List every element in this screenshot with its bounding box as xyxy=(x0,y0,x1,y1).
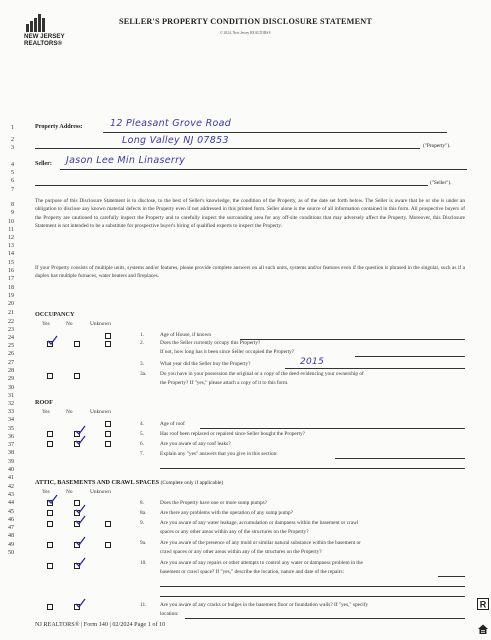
address-line1-rule xyxy=(103,132,447,133)
q11-answer-line[interactable] xyxy=(185,618,465,619)
q10-num: 10. xyxy=(140,560,147,566)
attic-col-unknown: Unknown xyxy=(90,489,111,495)
q2-followup-text: If not, how long has it been since Seller occupied the Property? xyxy=(160,349,295,355)
q9-text: Are you aware of any water leakage, accumulation or dampness within the basement or crawl xyxy=(160,520,359,526)
q4-text: Age of roof xyxy=(160,421,185,427)
q3a-num: 3a. xyxy=(140,371,147,377)
q3-year-field[interactable]: 2015 xyxy=(300,357,325,367)
q10-answer-line[interactable] xyxy=(438,576,465,577)
q3a-text-cont: the Property? If "yes," please attach a copy of it to this form. xyxy=(160,380,289,386)
q11-num: 11. xyxy=(140,602,147,608)
logo-line2: REALTORS® xyxy=(24,39,63,47)
q10-text: Are you aware of any repairs or other attempts to control any water or dampness problem in the xyxy=(160,560,363,566)
line-number: 33 xyxy=(8,409,14,415)
seller-label: Seller: xyxy=(35,161,52,167)
line-number: 44 xyxy=(8,500,14,506)
line-number: 2 xyxy=(11,137,14,143)
q3a-no-checkbox[interactable] xyxy=(74,373,80,379)
seller-rule xyxy=(60,169,467,170)
q2-text: Does the Seller currently occupy this Property? xyxy=(160,340,261,346)
q2-no-checkbox[interactable] xyxy=(74,341,80,347)
seller-name-field[interactable]: Jason Lee Min Linaserry xyxy=(66,155,186,166)
property-suffix: ("Property"). xyxy=(423,143,451,149)
line-number: 16 xyxy=(8,268,14,274)
q2-yes-checkmark-icon xyxy=(47,335,58,345)
line-number: 20 xyxy=(8,301,14,307)
q8a-no-checkmark-icon xyxy=(75,504,86,514)
q9-num: 9. xyxy=(140,520,144,526)
q1-unknown-checkbox[interactable] xyxy=(105,333,111,339)
q9a-num: 9a. xyxy=(140,540,147,546)
roof-col-yes: Yes xyxy=(42,409,50,415)
line-number: 25 xyxy=(8,343,14,349)
q8-num: 8. xyxy=(140,500,144,506)
line-number: 50 xyxy=(8,550,14,556)
q1-text: Age of House, if known xyxy=(160,332,212,338)
svg-text:R: R xyxy=(479,599,487,610)
roof-col-no: No xyxy=(66,409,73,415)
realtor-r-icon xyxy=(477,598,489,610)
line-number: 47 xyxy=(8,525,14,531)
line-number: 38 xyxy=(8,450,14,456)
equal-housing-icon xyxy=(477,623,489,635)
q1-num: 1. xyxy=(140,332,144,338)
q10-answer-line-3[interactable] xyxy=(160,596,465,597)
q9-yes-checkbox[interactable] xyxy=(47,521,53,527)
attic-heading-text: ATTIC, BASEMENTS AND CRAWL SPACES xyxy=(35,479,160,486)
q9a-unknown-checkbox[interactable] xyxy=(105,542,111,548)
occupancy-heading: OCCUPANCY xyxy=(35,311,75,318)
q8a-text: Are there any problems with the operation of any sump pump? xyxy=(160,510,293,516)
line-number: 4 xyxy=(11,162,14,168)
q3-text: What year did the Seller buy the Property? xyxy=(160,361,251,367)
copyright: © 2024, New Jersey REALTORS® xyxy=(219,31,272,35)
intro-paragraph-1: The purpose of this Disclosure Statement is to disclose, to the best of Seller's knowledge, the condition of the Property, as of the date set forth below. The Seller is aware that he or she is under an obligation to disclose any known material defects in the Property even if not addressed in this printed form. Seller alone is the source of all information contained in this form. All prospective buyers of the Property are cautioned to carefully inspect the Property and to carefully inspect the surrounding area for any off-site conditions that may adversely affect the Property. Moreover, this Disclosure Statement is not intended to be a substitute for prospective buyer's hiring of qualified experts to inspect the Property. xyxy=(35,198,465,229)
attic-subheading: (Complete only if applicable) xyxy=(160,480,224,486)
line-number: 35 xyxy=(8,426,14,432)
line-number: 19 xyxy=(8,293,14,299)
line-number: 27 xyxy=(8,360,14,366)
q6-no-checkmark-icon xyxy=(75,435,86,445)
q9a-no-checkmark-icon xyxy=(75,536,86,546)
line-number: 5 xyxy=(11,170,14,176)
line-number: 8 xyxy=(11,202,14,208)
address-line2-field[interactable]: Long Valley NJ 07853 xyxy=(122,135,229,146)
q7-num: 7. xyxy=(140,451,144,457)
q10-answer-line-2[interactable] xyxy=(160,586,465,587)
q10-no-checkmark-icon xyxy=(75,557,86,567)
intro-paragraph-2: If your Property consists of multiple units, systems and/or features, please provide complete answers on all such units, systems and/or features even if the question is phrased in the singular, such as if a duplex has multiple furnaces, water heaters and fireplaces. xyxy=(35,265,465,280)
q10-text-cont: basement or crawl space? If "yes," describe the location, nature and date of the repairs: xyxy=(160,569,345,575)
line-number: 7 xyxy=(11,187,14,193)
address-line2-rule xyxy=(35,148,420,149)
line-number: 6 xyxy=(11,178,14,184)
q3-answer-line[interactable] xyxy=(285,368,465,369)
line-number: 9 xyxy=(11,210,14,216)
q9-text-cont: spaces or any other areas within any of the structures on the Property? xyxy=(160,529,309,535)
line-number: 11 xyxy=(8,227,14,233)
q6-text: Are you aware of any roof leaks? xyxy=(160,441,231,447)
q6-unknown-checkbox[interactable] xyxy=(105,441,111,447)
line-number: 24 xyxy=(8,335,14,341)
line-number: 17 xyxy=(8,276,14,282)
q2-unknown-checkbox[interactable] xyxy=(105,341,111,347)
q9-unknown-checkbox[interactable] xyxy=(105,521,111,527)
property-address-label: Property Address: xyxy=(35,124,83,130)
q5-yes-checkbox[interactable] xyxy=(47,431,53,437)
q8a-num: 8a. xyxy=(140,510,147,516)
seller-suffix: ("Seller"). xyxy=(430,180,452,186)
q4-num: 4. xyxy=(140,421,144,427)
line-number: 30 xyxy=(8,385,14,391)
line-number: 39 xyxy=(8,459,14,465)
line-number: 37 xyxy=(8,442,14,448)
attic-col-no: No xyxy=(66,489,73,495)
col-yes: Yes xyxy=(42,321,50,327)
q4-answer-line[interactable] xyxy=(200,428,465,429)
q8a-yes-checkbox[interactable] xyxy=(47,510,53,516)
q8-yes-checkmark-icon xyxy=(47,494,58,504)
q11-yes-checkbox[interactable] xyxy=(47,604,53,610)
line-number: 13 xyxy=(8,243,14,249)
address-line1-field[interactable]: 12 Pleasant Grove Road xyxy=(110,118,232,129)
line-number: 43 xyxy=(8,492,14,498)
roof-heading: ROOF xyxy=(35,399,53,406)
q9-no-checkmark-icon xyxy=(75,515,86,525)
q9a-text: Are you aware of the presence of any mold or similar natural substance within the basement or xyxy=(160,540,361,546)
q7-text: Explain any "yes" answers that you give in this section: xyxy=(160,451,278,457)
q7-answer-line[interactable] xyxy=(335,458,465,459)
line-number: 41 xyxy=(8,475,14,481)
line-number: 46 xyxy=(8,517,14,523)
line-number: 15 xyxy=(8,260,14,266)
line-number: 40 xyxy=(8,467,14,473)
q5-num: 5. xyxy=(140,431,144,437)
line-number: 34 xyxy=(8,417,14,423)
line-number: 42 xyxy=(8,484,14,490)
q6-num: 6. xyxy=(140,441,144,447)
logo-line1: NEW JERSEY xyxy=(24,33,65,40)
q3a-text: Do you have in your possession the original or a copy of the deed evidencing your ownership of xyxy=(160,371,364,377)
seller-rule-2 xyxy=(35,185,428,186)
q2-num: 2. xyxy=(140,340,144,346)
q10-yes-checkbox[interactable] xyxy=(47,563,53,569)
q11-text: Are you aware of any cracks or bulges in the basement floor or foundation walls? If "yes," specify xyxy=(160,602,369,608)
line-number: 26 xyxy=(8,351,14,357)
q11-no-checkmark-icon xyxy=(75,598,86,608)
col-unknown: Unknown xyxy=(90,321,111,327)
q5-no-checkmark-icon xyxy=(75,425,86,435)
line-number: 18 xyxy=(8,285,14,291)
q2-followup-line[interactable] xyxy=(355,356,465,357)
line-number: 29 xyxy=(8,376,14,382)
line-number: 23 xyxy=(8,327,14,333)
q8-text: Does the Property have one or more sump pumps? xyxy=(160,500,268,506)
q6-yes-checkbox[interactable] xyxy=(47,441,53,447)
line-number: 3 xyxy=(11,145,14,151)
q9a-text-cont: crawl spaces or any other areas within any of the structures on the Property? xyxy=(160,549,322,555)
q11-text-cont: location: xyxy=(160,611,179,617)
page-footer: NJ REALTORS® | Form 140 | 02/2024 Page 1 of 10 xyxy=(35,621,166,628)
line-number: 36 xyxy=(8,434,14,440)
attic-heading xyxy=(35,479,223,486)
line-number: 48 xyxy=(8,533,14,539)
line-number: 1 xyxy=(11,125,14,131)
line-number: 32 xyxy=(8,401,14,407)
q7-answer-line-2[interactable] xyxy=(160,468,465,469)
q3-num: 3. xyxy=(140,361,144,367)
line-number: 14 xyxy=(8,251,14,257)
roof-col-unknown: Unknown xyxy=(90,409,111,415)
attic-col-yes: Yes xyxy=(42,489,50,495)
line-number: 49 xyxy=(8,542,14,548)
line-number: 31 xyxy=(8,393,14,399)
line-number: 21 xyxy=(8,310,14,316)
q4-unknown-checkbox[interactable] xyxy=(105,421,111,427)
q3a-yes-checkbox[interactable] xyxy=(47,373,53,379)
line-number: 12 xyxy=(8,235,14,241)
line-number: 22 xyxy=(8,319,14,325)
line-number: 28 xyxy=(8,368,14,374)
q1-answer-line[interactable] xyxy=(240,339,465,340)
page-title: SELLER'S PROPERTY CONDITION DISCLOSURE STATEMENT xyxy=(118,17,372,26)
line-number: 10 xyxy=(8,219,14,225)
line-number: 45 xyxy=(8,509,14,515)
col-no: No xyxy=(66,321,73,327)
q5-text: Has roof been replaced or repaired since Seller bought the Property? xyxy=(160,431,306,437)
q5-unknown-checkbox[interactable] xyxy=(105,431,111,437)
q9a-yes-checkbox[interactable] xyxy=(47,542,53,548)
